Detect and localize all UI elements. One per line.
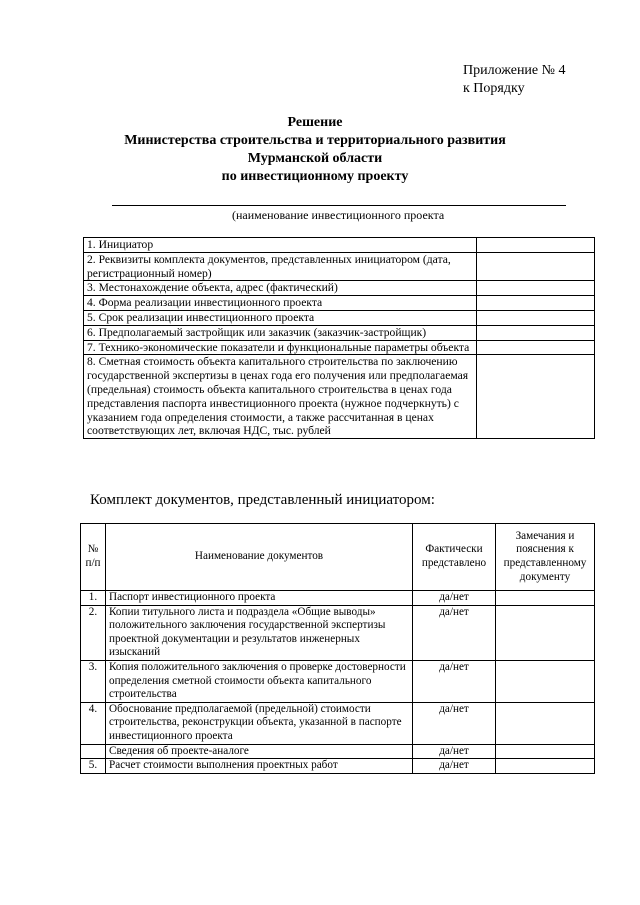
header-remarks: Замечания и пояснения к представленному документу <box>496 524 595 591</box>
row-remarks <box>496 744 595 759</box>
row-name: Расчет стоимости выполнения проектных работ <box>106 759 413 774</box>
row-name: Сведения об проекте-аналоге <box>106 744 413 759</box>
info-row <box>84 355 595 439</box>
info-row <box>84 325 595 340</box>
info-row <box>84 310 595 325</box>
row-remarks <box>496 605 595 660</box>
header-actual: Фактически представлено <box>413 524 496 591</box>
info-row <box>84 238 595 253</box>
info-value-cell <box>477 252 595 281</box>
project-name-caption: (наименование инвестиционного проекта <box>232 208 445 222</box>
info-label: 2. Реквизиты комплекта документов, представленных инициатором (дата, регистрационный номер) <box>84 252 477 281</box>
row-value: да/нет <box>413 759 496 774</box>
row-remarks <box>496 660 595 702</box>
info-label: 4. Форма реализации инвестиционного проекта <box>84 296 477 311</box>
row-value: да/нет <box>413 660 496 702</box>
documents-table <box>80 523 595 774</box>
appendix-line-2: к Порядку <box>463 81 525 96</box>
row-num: 4. <box>81 702 106 744</box>
documents-heading: Комплект документов, представленный инициатором: <box>90 492 435 508</box>
info-label: 6. Предполагаемый застройщик или заказчик (заказчик-застройщик) <box>84 325 477 340</box>
info-row <box>84 281 595 296</box>
info-value-cell <box>477 340 595 355</box>
project-name-line <box>112 205 566 206</box>
row-num: 3. <box>81 660 106 702</box>
info-row <box>84 340 595 355</box>
info-value-cell <box>477 296 595 311</box>
info-label: 1. Инициатор <box>84 238 477 253</box>
row-remarks <box>496 702 595 744</box>
project-info-table <box>83 237 595 439</box>
info-value-cell <box>477 281 595 296</box>
info-value-cell <box>477 355 595 439</box>
info-label: 5. Срок реализации инвестиционного проекта <box>84 310 477 325</box>
table-row <box>81 605 595 660</box>
row-value: да/нет <box>413 744 496 759</box>
table-row <box>81 744 595 759</box>
info-value-cell <box>477 238 595 253</box>
header-name: Наименование документов <box>106 524 413 591</box>
row-name: Копии титульного листа и подраздела «Общие выводы» положительного заключения государственной экспертизы проектной документации и результатов инженерных изысканий <box>106 605 413 660</box>
appendix-line-1: Приложение № 4 <box>463 63 566 78</box>
table-row <box>81 759 595 774</box>
info-value-cell <box>477 325 595 340</box>
row-value: да/нет <box>413 591 496 606</box>
row-num: 2. <box>81 605 106 660</box>
row-remarks <box>496 591 595 606</box>
documents-header-row <box>81 524 595 591</box>
title-line-2: Министерства строительства и территориального развития <box>124 133 506 148</box>
row-num: 5. <box>81 759 106 774</box>
row-value: да/нет <box>413 605 496 660</box>
row-name: Паспорт инвестиционного проекта <box>106 591 413 606</box>
appendix-note <box>463 62 566 98</box>
row-num: 1. <box>81 591 106 606</box>
row-name: Обоснование предполагаемой (предельной) стоимости строительства, реконструкции объекта, указанной в паспорте инвестиционного проекта <box>106 702 413 744</box>
row-value: да/нет <box>413 702 496 744</box>
title-line-4: по инвестиционному проекту <box>221 169 409 184</box>
table-row <box>81 660 595 702</box>
info-label: 8. Сметная стоимость объекта капитального строительства по заключению государственной экспертизы в ценах года его получения или предполагаемая (предельная) стоимость объекта капитального строительства в ценах года представления паспорта инвестиционного проекта (нужное подчеркнуть) с указанием года определения стоимости, а также рассчитанная в ценах соответствующих лет, включая НДС, тыс. рублей <box>84 355 477 439</box>
row-remarks <box>496 759 595 774</box>
table-row <box>81 591 595 606</box>
title-line-3: Мурманской области <box>247 151 383 166</box>
title-line-1: Решение <box>287 115 343 130</box>
info-row <box>84 296 595 311</box>
header-num: № п/п <box>81 524 106 591</box>
info-label: 7. Технико-экономические показатели и функциональные параметры объекта <box>84 340 477 355</box>
row-name: Копия положительного заключения о проверке достоверности определения сметной стоимости объекта капитального строительства <box>106 660 413 702</box>
document-title <box>80 114 550 186</box>
info-value-cell <box>477 310 595 325</box>
row-num <box>81 744 106 759</box>
table-row <box>81 702 595 744</box>
info-label: 3. Местонахождение объекта, адрес (фактический) <box>84 281 477 296</box>
info-row <box>84 252 595 281</box>
